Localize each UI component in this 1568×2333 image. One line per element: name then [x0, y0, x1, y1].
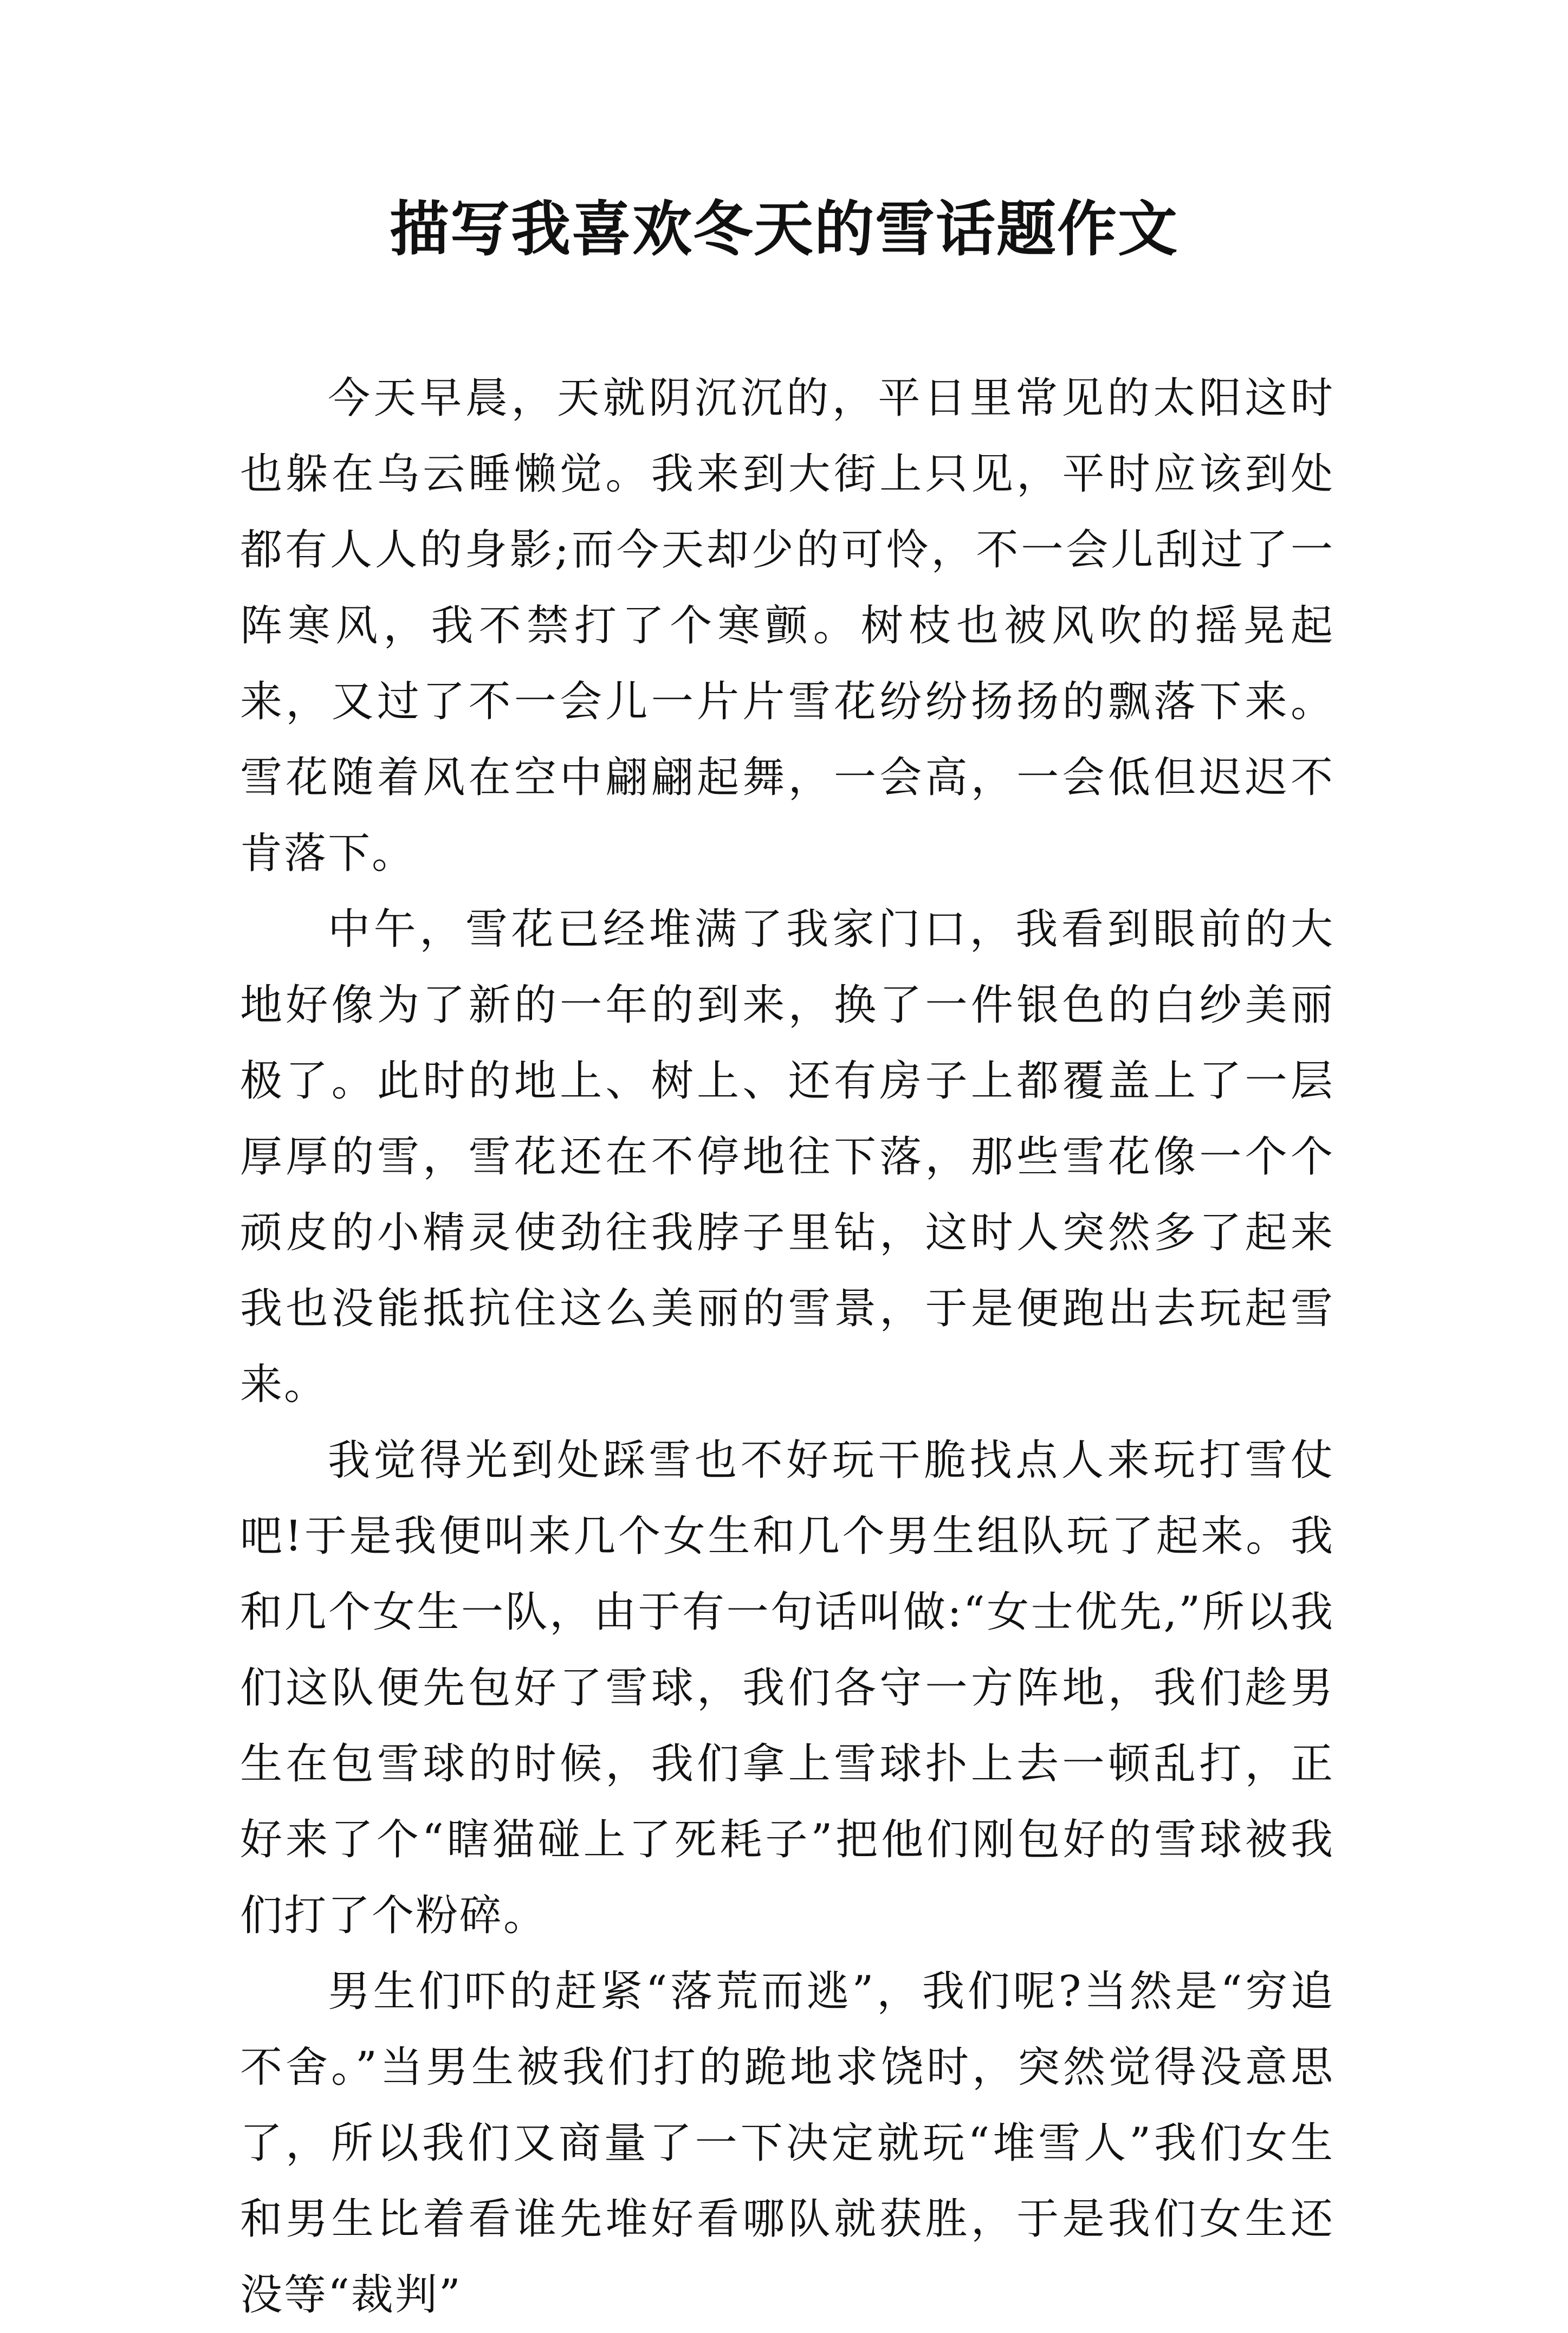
document-body — [240, 360, 1334, 2333]
paragraph-4: 男生们吓的赶紧“落荒而逃”，我们呢?当然是“穷追不舍。”当男生被我们打的跪地求饶时，突然觉得没意思了，所以我们又商量了一下决定就玩“堆雪人”我们女生和男生比着看谁先堆好看哪队就获胜，于是我们女生还没等“裁判” — [240, 1967, 1334, 2319]
paragraph-1: 今天早晨，天就阴沉沉的，平日里常见的太阳这时也躲在乌云睡懒觉。我来到大街上只见，平时应该到处都有人人的身影;而今天却少的可怜，不一会儿刮过了一阵寒风，我不禁打了个寒颤。树枝也被风吹的摇晃起来，又过了不一会儿一片片雪花纷纷扬扬的飘落下来。雪花随着风在空中翩翩起舞，一会高，一会低但迟迟不肯落下。 — [240, 374, 1334, 878]
paragraph-2: 中午，雪花已经堆满了我家门口，我看到眼前的大地好像为了新的一年的到来，换了一件银色的白纱美丽极了。此时的地上、树上、还有房子上都覆盖上了一层厚厚的雪，雪花还在不停地往下落，那些雪花像一个个顽皮的小精灵使劲往我脖子里钻，这时人突然多了起来我也没能抵抗住这么美丽的雪景，于是便跑出去玩起雪来。 — [240, 905, 1334, 1409]
document-title: 描写我喜欢冬天的雪话题作文 — [390, 194, 1178, 264]
paragraph-3: 我觉得光到处踩雪也不好玩干脆找点人来玩打雪仗吧!于是我便叫来几个女生和几个男生组队玩了起来。我和几个女生一队，由于有一句话叫做:“女士优先,”所以我们这队便先包好了雪球，我们各守一方阵地，我们趁男生在包雪球的时候，我们拿上雪球扑上去一顿乱打，正好来了个“瞎猫碰上了死耗子”把他们刚包好的雪球被我们打了个粉碎。 — [240, 1436, 1334, 1940]
